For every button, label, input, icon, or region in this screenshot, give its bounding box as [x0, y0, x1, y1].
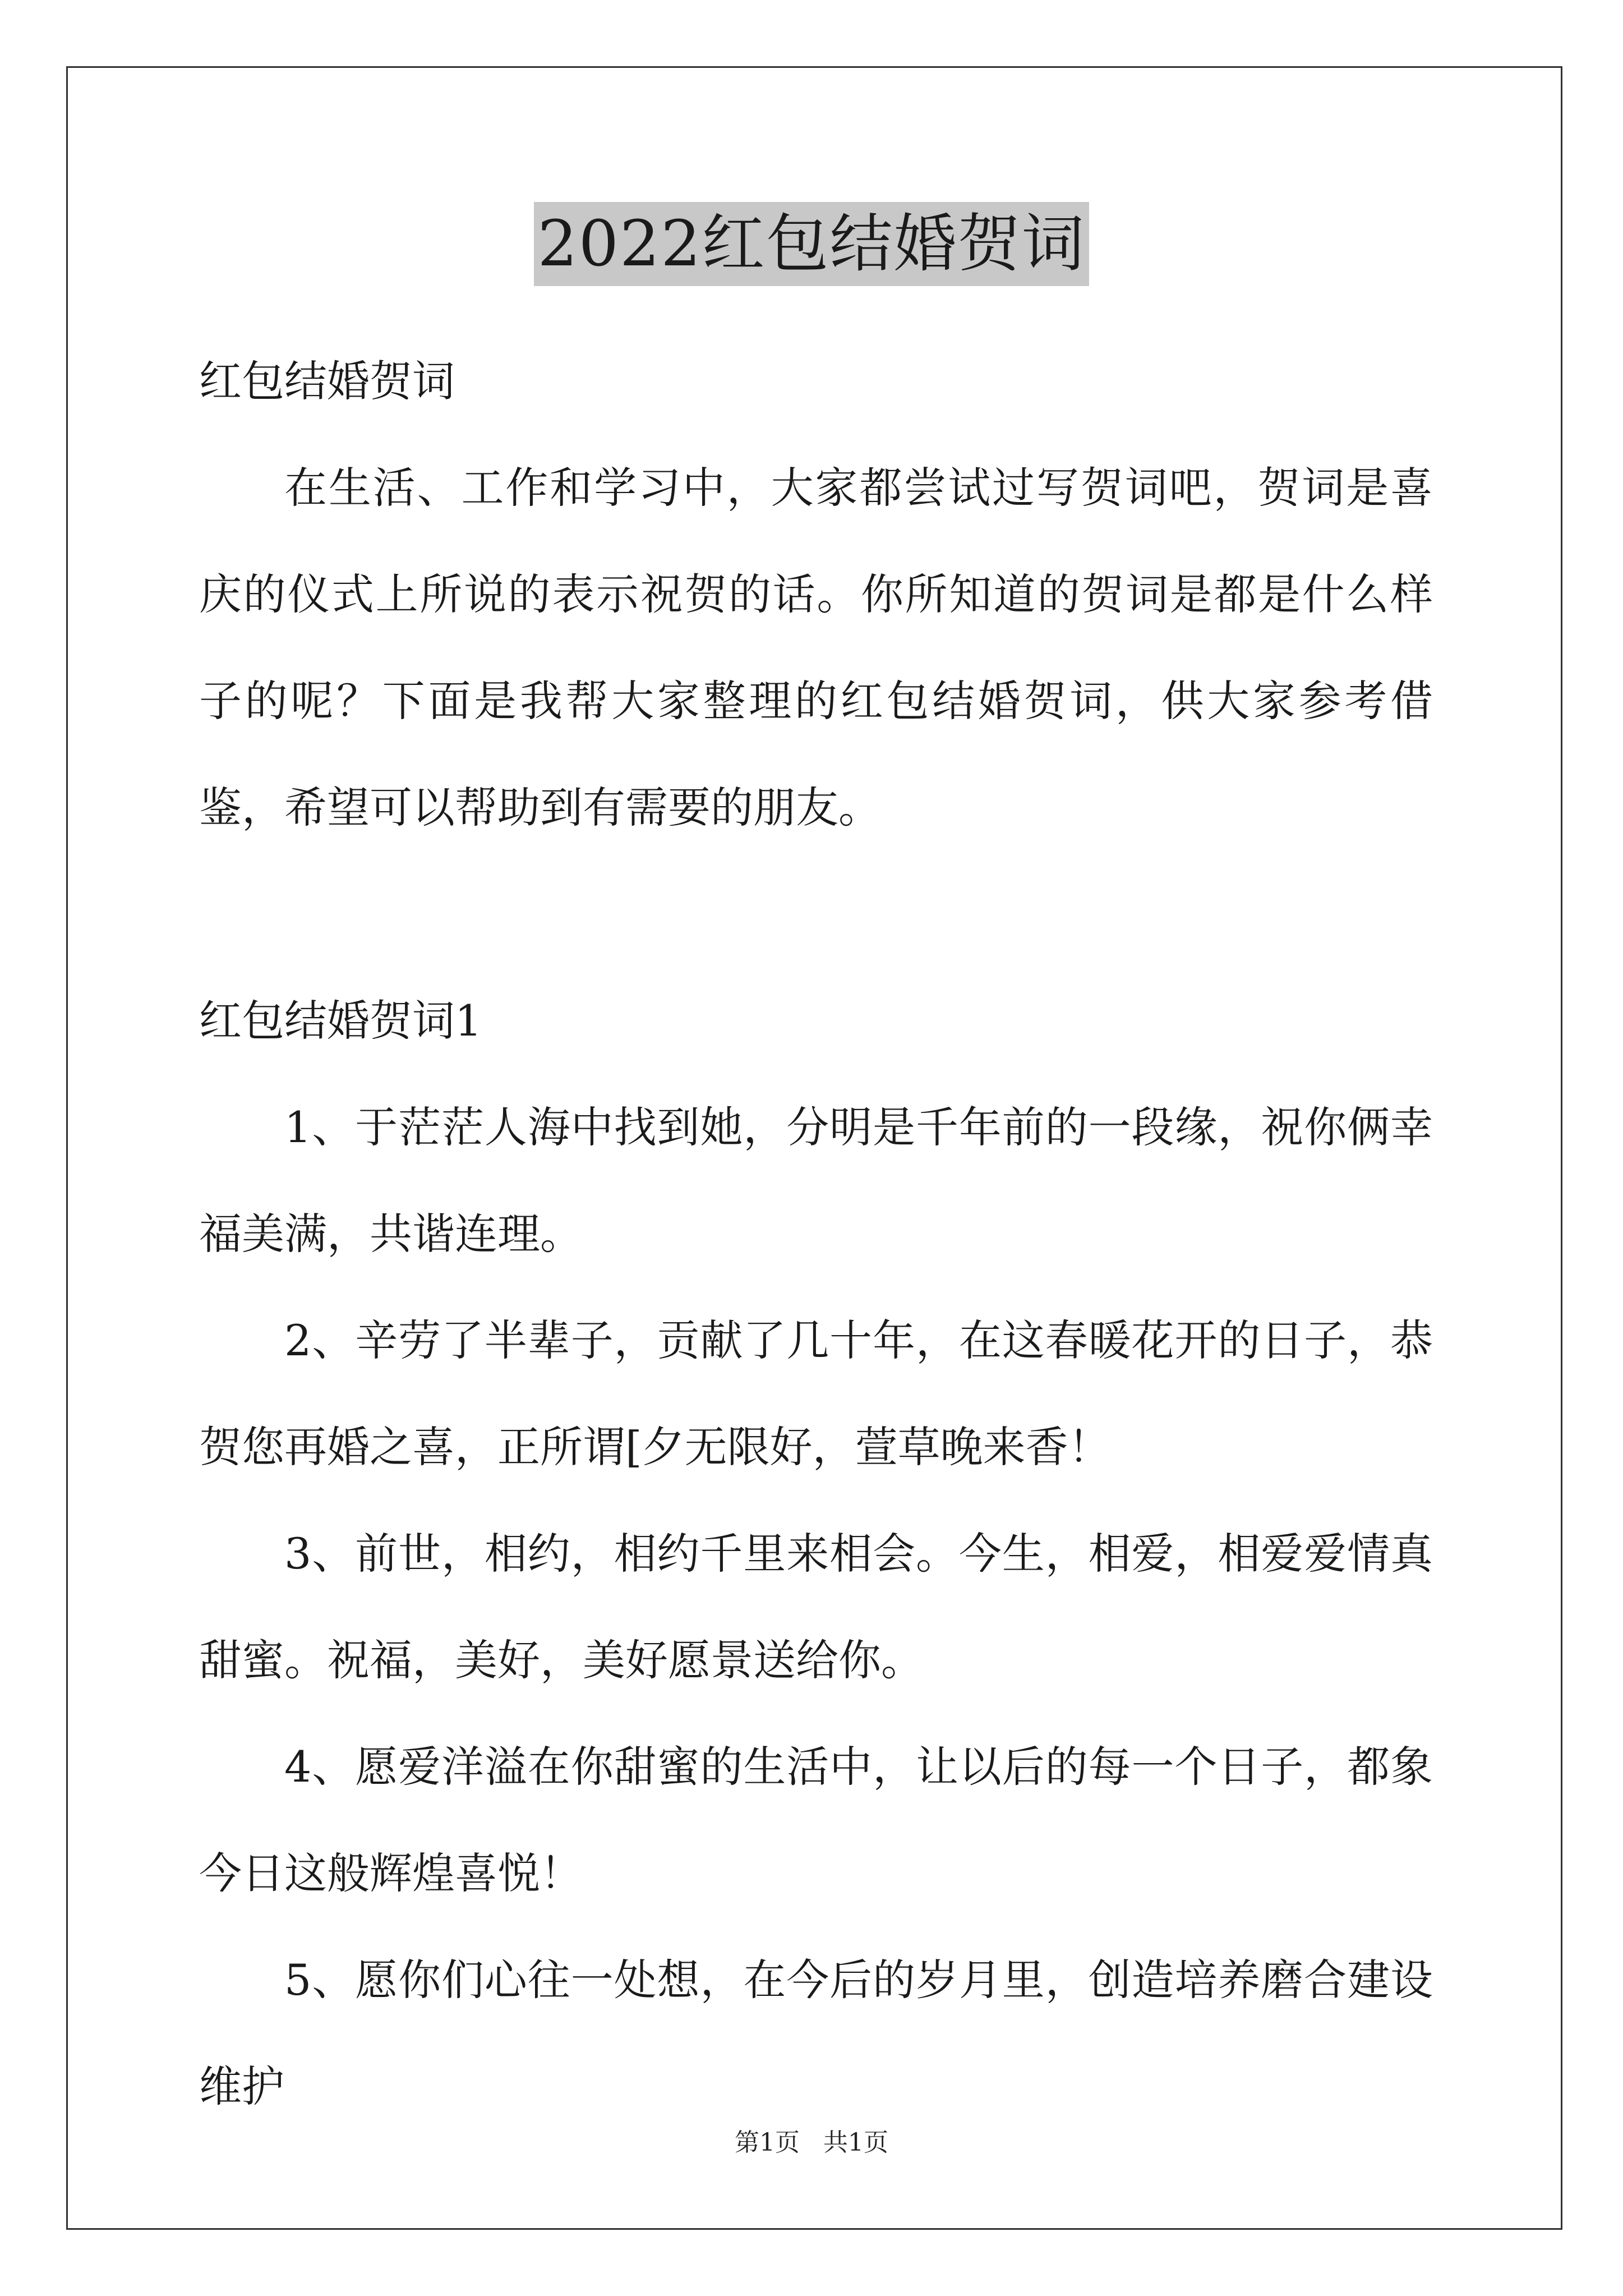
list-item: 5、愿你们心往一处想，在今后的岁月里，创造培养磨合建设维护 — [199, 1955, 1433, 2111]
document-body — [199, 328, 1433, 2140]
page-number: 第1页 共1页 — [735, 2128, 888, 2157]
document-title: 2022红包结婚贺词 — [534, 202, 1089, 286]
list-item: 2、辛劳了半辈子，贡献了几十年，在这春暖花开的日子，恭贺您再婚之喜，正所谓[夕无限好，萱草晚来香！ — [199, 1315, 1433, 1472]
intro-paragraph: 在生活、工作和学习中，大家都尝试过写贺词吧，贺词是喜庆的仪式上所说的表示祝贺的话。你所知道的贺词是都是什么样子的呢？下面是我帮大家整理的红包结婚贺词，供大家参考借鉴，希望可以帮助到有需要的朋友。 — [199, 463, 1433, 832]
list-item: 1、于茫茫人海中找到她，分明是千年前的一段缘，祝你俩幸福美满，共谐连理。 — [199, 1102, 1433, 1259]
title-container — [0, 202, 1623, 286]
section-heading: 红包结婚贺词1 — [199, 996, 482, 1046]
list-item: 4、愿爱洋溢在你甜蜜的生活中，让以后的每一个日子，都象今日这般辉煌喜悦！ — [199, 1742, 1433, 1898]
document-subtitle: 红包结婚贺词 — [199, 356, 455, 406]
list-item: 3、前世，相约，相约千里来相会。今生，相爱，相爱爱情真甜蜜。祝福，美好，美好愿景送给你。 — [199, 1529, 1433, 1685]
section-spacer — [199, 861, 1433, 968]
